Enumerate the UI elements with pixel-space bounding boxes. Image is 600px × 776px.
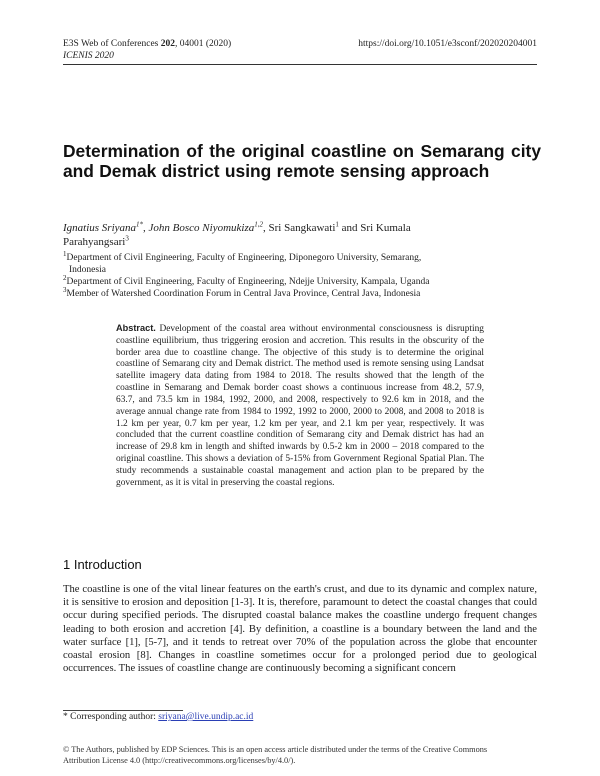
footnote-label: * Corresponding author: [63,712,159,722]
affiliation-list [63,249,537,300]
author-1-name: Ignatius Sriyana [63,222,137,234]
section-heading: 1 Introduction [63,557,142,572]
footnote [63,711,253,723]
license-line-1: © The Authors, published by EDP Sciences. This is an open access article distributed under the terms of the Creative Commons [63,745,488,754]
author-4-name: and Sri Kumala Parahyangsari [63,222,411,248]
affiliation-number: 2 [63,273,67,282]
conference-name: ICENIS 2020 [63,51,114,61]
corresponding-email-link[interactable]: sriyana@live.undip.ac.id [158,712,254,722]
author-1-affiliation: 1* [136,220,144,229]
journal-reference [63,38,231,50]
abstract-label: Abstract. [116,323,156,333]
doi-link[interactable]: https://doi.org/10.1051/e3sconf/202020204001 [358,39,537,49]
affiliation-item [63,285,537,300]
author-3-name: , Sri Sangkawati [262,222,336,234]
header-divider [63,64,537,65]
license-line-2: Attribution License 4.0 (http://creativecommons.org/licenses/by/4.0/). [63,755,296,765]
affiliation-text: Department of Civil Engineering, Faculty of Engineering, Ndejje University, Kampala, Uganda [66,277,430,287]
affiliation-item [63,249,537,276]
affiliation-number: 3 [63,285,67,294]
affiliation-text: Department of Civil Engineering, Faculty of Engineering, Diponegoro University, Semarang, [66,253,422,263]
affiliation-text-continued: Indonesia [69,265,106,275]
author-3-affiliation: 1 [335,220,339,229]
author-separator: , [143,222,149,234]
abstract-text: Development of the coastal area without environmental consciousness is disrupting coastline equilibrium, thus triggering erosion and accretion. This results in the obscurity of the border area due to coastline change. The objective of this study is to determine the original coastline of Semarang city and Demak district. The method used is remote sensing using Landsat satellite imagery data dating from 1984 to 2018. The results showed that the length of the coastline in Semarang and Demak border coast shows a continuous increase from 48.2, 57.9, 63.7, and 73.5 km in 1984, 1992, 2000, and 2008, respectively to 92.6 km in 2018, and the average annual change rate from 1984 to 1992, 1992 to 2000, 2000 to 2008, and 2008 to 2018 is 1.2 km per year, 0.7 km per year, 1.2 km per year, and 2.1 km per year, respectively. It was concluded that the current coastline condition of Semarang city and Demak district has had an increase of 29.8 km in length and shifted inwards by 0.5-2 km in 2000 – 2018 compared to the original coastline. This shows a deviation of 5-15% from Government Regional Spatial Plan. The study recommends a sustainable coastal management and action plan to be prepared by the government, as it is vital in preserving the coastal regions. [116,324,484,488]
affiliation-number: 1 [63,249,67,258]
affiliation-text: Member of Watershed Coordination Forum in Central Java Province, Central Java, Indonesia [66,289,421,299]
section-body: The coastline is one of the vital linear features on the earth's crust, and due to its dynamic and complex nature, it is sensitive to erosion and deposition [1-3]. It is, therefore, paramount to detect the coastal changes that could occur during specified periods. The disrupted coastal balance makes the coastline undergo frequent changes leading to both erosion and accretion [4]. By definition, a coastline is a boundary between the land and the water surface [1], [5-7], and it tends to retreat over 70% of the population across the globe that encounter coastal erosion [8]. Changes in coastline sometimes occur for a prolonged period due to geological occurrences. The issues of coastline change are continuously becoming a significant concern [63,584,537,675]
journal-prefix: E3S Web of Conferences [63,39,161,49]
journal-suffix: , 04001 (2020) [174,39,232,49]
author-4-affiliation: 3 [125,234,129,243]
paper-title: Determination of the original coastline on Semarang city and Demak district using remote sensing approach [63,141,541,181]
author-2-affiliation: 1,2 [254,220,263,229]
author-list [63,221,473,249]
author-2-name: John Bosco Niyomukiza [148,222,255,234]
license-notice [63,745,543,766]
abstract [116,323,484,489]
affiliation-item [63,273,537,288]
journal-volume: 202 [160,39,175,49]
